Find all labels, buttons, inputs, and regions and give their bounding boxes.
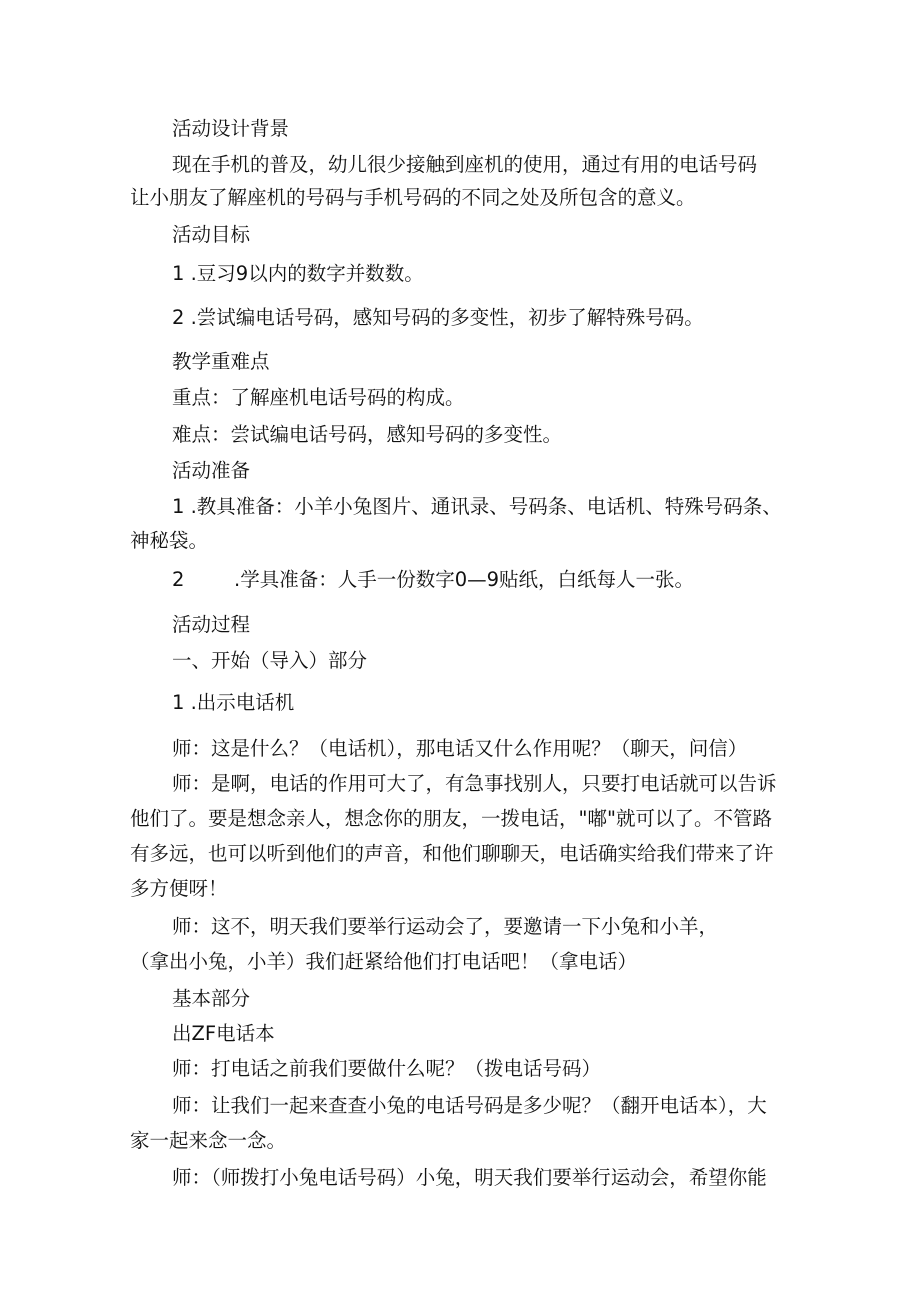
paragraph-line: 师：（师拨打小兔电话号码）小兔，明天我们要举行运动会，希望你能 xyxy=(172,1166,767,1189)
subsection-heading: 一、开始（导入）部分 xyxy=(172,649,368,672)
section-heading-preparation: 活动准备 xyxy=(172,459,251,482)
paragraph-line: 让小朋友了解座机的号码与手机号码的不同之处及所包含的意义。 xyxy=(130,186,696,209)
section-heading-key-points: 教学重难点 xyxy=(172,350,270,373)
paragraph-line: 师：是啊，电话的作用可大了，有急事找别人，只要打电话就可以告诉 xyxy=(172,772,777,795)
paragraph-line: （拿出小兔，小羊）我们赶紧给他们打电话吧！（拿电话） xyxy=(130,950,638,973)
paragraph-line: 有多远，也可以听到他们的声音，和他们聊聊天，电话确实给我们带来了许 xyxy=(130,842,774,865)
list-item: 2 .尝试编电话号码，感知号码的多变性，初步了解特殊号码。 xyxy=(172,306,704,329)
section-heading-basic: 基本部分 xyxy=(172,987,251,1010)
paragraph-line: 重点：了解座机电话号码的构成。 xyxy=(172,386,465,409)
paragraph-line: 他们了。要是想念亲人，想念你的朋友，一拨电话，"嘟"就可以了。不管路 xyxy=(130,807,772,830)
list-number: 2 xyxy=(172,568,185,591)
paragraph-line: 家一起来念一念。 xyxy=(130,1129,287,1152)
paragraph-line: 师：这是什么？（电话机），那电话又什么作用呢？（聊天，问信） xyxy=(172,737,748,760)
paragraph-line: 现在手机的普及，幼儿很少接触到座机的使用，通过有用的电话号码 xyxy=(172,153,758,176)
list-item: 1 .出示电话机 xyxy=(172,691,295,714)
list-item: 1 .豆习9以内的数字并数数。 xyxy=(172,262,424,285)
section-heading-goals: 活动目标 xyxy=(172,223,251,246)
list-item: 1 .教具准备：小羊小兔图片、通讯录、号码条、电话机、特殊号码条、 xyxy=(172,495,782,518)
subsection-heading: 出ZF电话本 xyxy=(172,1022,275,1045)
paragraph-line: 难点：尝试编电话号码，感知号码的多变性。 xyxy=(172,423,563,446)
paragraph-line: 师：让我们一起来查查小兔的电话号码是多少呢？（翻开电话本），大 xyxy=(172,1094,767,1117)
paragraph-line: 多方便呀！ xyxy=(130,877,228,900)
section-heading-background: 活动设计背景 xyxy=(172,117,290,140)
list-text: .学具准备：人手一份数字0—9贴纸，白纸每人一张。 xyxy=(234,568,695,591)
paragraph-line: 师：打电话之前我们要做什么呢？（拨电话号码） xyxy=(172,1057,602,1080)
section-heading-process: 活动过程 xyxy=(172,613,251,636)
list-item xyxy=(172,567,694,593)
paragraph-line: 师：这不，明天我们要举行运动会了，要邀请一下小兔和小羊， xyxy=(172,915,719,938)
paragraph-line: 神秘袋。 xyxy=(130,529,209,552)
